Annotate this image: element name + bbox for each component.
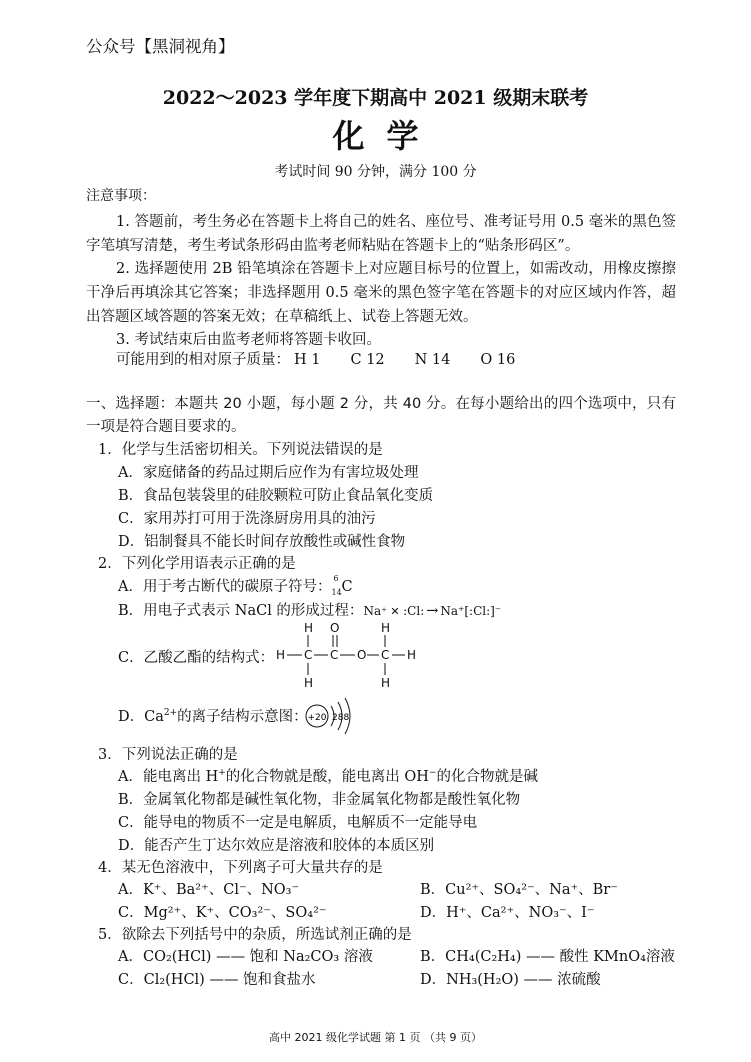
q2-a-atomic-number: 14: [331, 588, 342, 597]
struct-h-top-1: H: [304, 621, 314, 635]
q4-option-b: B．Cu²⁺、SO₄²⁻、Na⁺、Br⁻: [420, 882, 618, 898]
q4-option-c: C．Mg²⁺、K⁺、CO₃²⁻、SO₄²⁻: [118, 905, 327, 921]
struct-o-mid: O: [357, 648, 367, 662]
q3-option-a: [118, 768, 538, 787]
section-1-heading: 一、选择题：本题共 20 小题，每小题 2 分，共 40 分。在每小题给出的四个选项中，只有一项是符合题目要求的。: [86, 396, 676, 435]
q2-option-c: C．乙酸乙酯的结构式：: [118, 650, 275, 666]
q2-b-arrow: →: [426, 603, 439, 619]
q2-stem: 2．下列化学用语表示正确的是: [98, 556, 296, 572]
q3-option-c: C．能导电的物质不一定是电解质，电解质不一定能导电: [118, 815, 478, 831]
mass-c: C 12: [350, 352, 385, 368]
ca-nucleus-label: +20: [307, 713, 327, 723]
q2-a-text: A．用于考古断代的碳原子符号：: [118, 579, 332, 595]
struct-h-bottom-1: H: [304, 676, 314, 690]
q1-option-b: B．食品包装袋里的硅胶颗粒可防止食品氧化变质: [118, 488, 434, 504]
q3-stem: 3．下列说法正确的是: [98, 747, 238, 763]
ca-ion-diagram: [303, 692, 363, 738]
q2-d-text: D．Ca: [118, 709, 164, 725]
q5-option-c: C．Cl₂(HCl) —— 饱和食盐水: [118, 972, 316, 988]
q3-a-p3: 的化合物就是碱: [436, 769, 538, 785]
mass-o: O 16: [480, 352, 516, 368]
q5-option-d: D．NH₃(H₂O) —— 浓硫酸: [420, 972, 601, 988]
q2-option-a: [118, 574, 353, 597]
q2-a-mass-number: 6: [333, 574, 339, 583]
q2-d-charge: 2+: [163, 708, 178, 719]
struct-c-3: C: [381, 648, 390, 662]
mass-h: H 1: [294, 352, 321, 368]
q2-b-text: B．用电子式表示 NaCl 的形成过程：: [118, 603, 364, 619]
atomic-masses: [116, 351, 545, 370]
q1-option-a: A．家庭储备的药品过期后应作为有害垃圾处理: [118, 465, 419, 481]
subject-title: 化学: [332, 117, 441, 155]
q5-option-b: B．CH₄(C₂H₄) —— 酸性 KMnO₄溶液: [420, 949, 675, 965]
ethyl-acetate-structure: [272, 619, 422, 691]
struct-c-1: C: [304, 648, 313, 662]
struct-h-bottom-2: H: [381, 676, 391, 690]
q1-option-c: C．家用苏打可用于洗涤厨房用具的油污: [118, 511, 376, 527]
q2-b-na: Na: [363, 604, 382, 618]
ca-shell-electrons: 288: [332, 713, 350, 723]
q5-option-a: A．CO₂(HCl) —— 饱和 Na₂CO₃ 溶液: [118, 949, 373, 965]
q5-stem: 5．欲除去下列括号中的杂质，所选试剂正确的是: [98, 927, 412, 943]
struct-h-right: H: [407, 648, 417, 662]
q3-a-p1: A．能电离出 H: [118, 769, 219, 785]
q3-a-sup2: −: [428, 768, 437, 779]
exam-info: 考试时间 90 分钟，满分 100 分: [274, 164, 477, 180]
q4-option-a: A．K⁺、Ba²⁺、Cl⁻、NO₃⁻: [118, 882, 300, 898]
q4-option-d: D．H⁺、Ca²⁺、NO₃⁻、I⁻: [420, 905, 595, 921]
note-item-3: 3. 考试结束后由监考老师将答题卡收回。: [116, 332, 381, 348]
q4-stem: 4．某无色溶液中，下列离子可大量共存的是: [98, 860, 383, 876]
q3-option-d: D．能否产生丁达尔效应是溶液和胶体的本质区别: [118, 838, 435, 854]
q1-stem: 1．化学与生活密切相关。下列说法错误的是: [98, 442, 383, 458]
notes-heading: 注意事项：: [86, 188, 156, 204]
struct-h-top-2: H: [381, 621, 391, 635]
q2-b-product: Na⁺[:Cl:]⁻: [440, 604, 502, 618]
q2-option-d: [118, 708, 308, 727]
note-item-2: 2. 选择题使用 2B 铅笔填涂在答题卡上对应题目标号的位置上，如需改动，用橡皮擦擦干净后再填涂其它答案；非选择题用 0.5 毫米的黑色签字笔在答题卡的对应区域内作答，超出答题区域答题的答案无效；在草稿纸上、试卷上答题无效。: [86, 261, 676, 325]
mass-n: N 14: [414, 352, 451, 368]
q1-option-d: D．铝制餐具不能长时间存放酸性或碱性食物: [118, 534, 406, 550]
watermark: 公众号【黑洞视角】: [86, 37, 235, 56]
q2-option-b: B．用电子式表示 NaCl 的形成过程：Na⁺ ✕ :Cl: → Na⁺[:Cl:]⁻: [118, 603, 502, 619]
q3-option-b: B．金属氧化物都是碱性氧化物，非金属氧化物都是酸性氧化物: [118, 792, 521, 808]
exam-title: 2022～2023 学年度下期高中 2021 级期末联考: [162, 87, 589, 109]
q3-a-p2: 的化合物就是酸，能电离出 OH: [225, 769, 429, 785]
q2-d-rest: 的离子结构示意图：: [177, 709, 308, 725]
q3-a-sup1: +: [218, 768, 226, 779]
q2-a-symbol: C: [341, 579, 353, 595]
struct-o-top: O: [330, 621, 340, 635]
note-item-1: 1. 答题前，考生务必在答题卡上将自己的姓名、座位号、准考证号用 0.5 毫米的黑色签字笔填写清楚，考生考试条形码由监考老师粘贴在答题卡上的“贴条形码区”。: [86, 214, 676, 254]
struct-c-2: C: [330, 648, 339, 662]
struct-h-left: H: [276, 648, 286, 662]
masses-label: 可能用到的相对原子质量：: [116, 352, 290, 368]
page-footer: 高中 2021 级化学试题 第 1 页 （共 9 页）: [269, 1031, 482, 1044]
